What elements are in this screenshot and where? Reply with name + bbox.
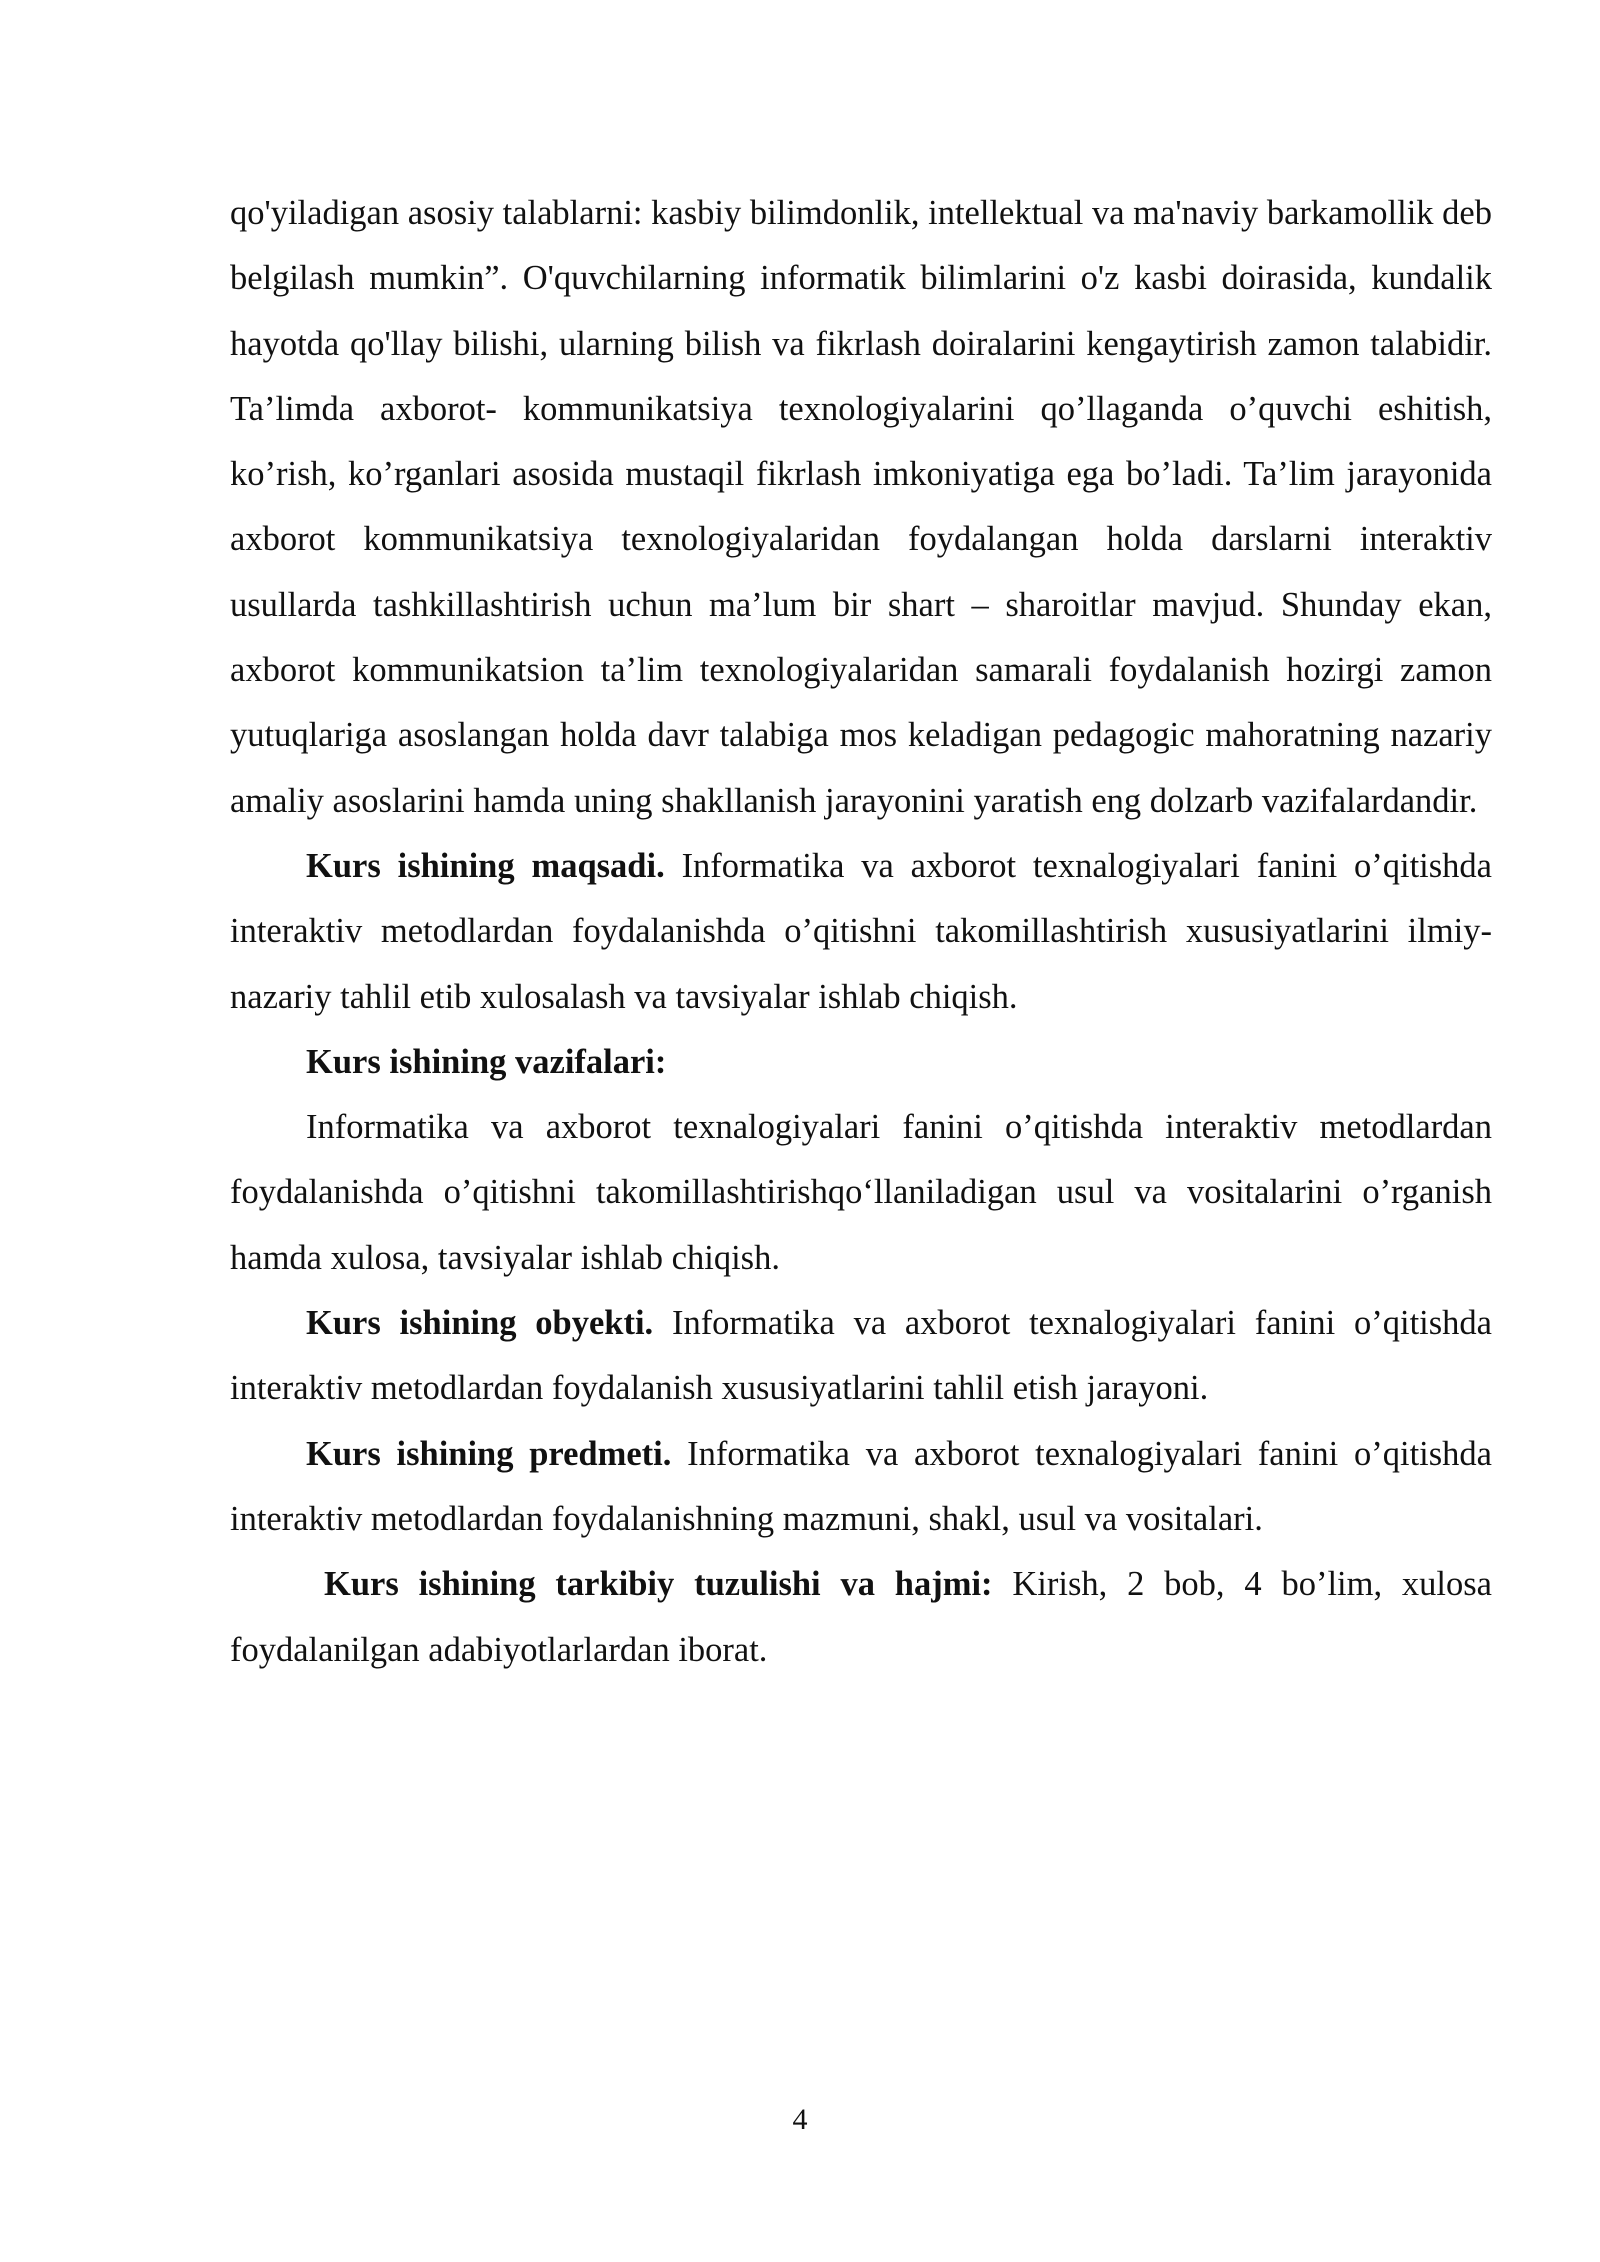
structure-text: Kirish, 2 bob, 4 bo’lim, xulosa foydalanilgan adabiyotlarlardan iborat.: [230, 1565, 1492, 1669]
goal-paragraph: [230, 834, 1492, 1030]
structure-paragraph: [230, 1552, 1492, 1683]
document-body: [230, 181, 1492, 1683]
subject-heading: Kurs ishining predmeti.: [306, 1434, 672, 1473]
intro-paragraph: qo'yiladigan asosiy talablarni: kasbiy bilimdonlik, intellektual va ma'naviy barkamollik deb belgilash mumkin”. O'quvchilarning informatik bilimlarini o'z kasbi doirasida, kundalik hayotda qo'llay bilishi, ularning bilish va fikrlash doiralarini kengaytirish zamon talabidir. Ta’limda axborot- kommunikatsiya texnologiyalarini qo’llaganda o’quvchi eshitish, ko’rish, ko’rganlari asosida mustaqil fikrlash imkoniyatiga ega bo’ladi. Ta’lim jarayonida axborot kommunikatsiya texnologiyalaridan foydalangan holda darslarni interaktiv usullarda tashkillashtirish uchun ma’lum bir shart – sharoitlar mavjud. Shunday ekan, axborot kommunikatsion ta’lim texnologiyalaridan samarali foydalanish hozirgi zamon yutuqlariga asoslangan holda davr talabiga mos keladigan pedagogic mahoratning nazariy amaliy asoslarini hamda uning shakllanish jarayonini yaratish eng dolzarb vazifalardandir.: [230, 194, 1492, 820]
object-text: Informatika va axborot texnalogiyalari fanini o’qitishda interaktiv metodlardan foydalanish xususiyatlarini tahlil etish jarayoni.: [230, 1304, 1492, 1408]
goal-text: Informatika va axborot texnalogiyalari fanini o’qitishda interaktiv metodlardan foydalanishda o’qitishni takomillashtirish xususiyatlarini ilmiy-nazariy tahlil etib xulosalash va tavsiyalar ishlab chiqish.: [230, 846, 1492, 1016]
tasks-heading-paragraph: [230, 1030, 1492, 1095]
page-number: 4: [792, 2103, 808, 2136]
subject-paragraph: [230, 1422, 1492, 1553]
object-heading: Kurs ishining obyekti.: [306, 1304, 654, 1343]
structure-heading: Kurs ishining tarkibiy tuzulishi va hajmi:: [324, 1565, 993, 1604]
tasks-paragraph: Informatika va axborot texnalogiyalari fanini o’qitishda interaktiv metodlardan foydalanishda o’qitishni takomillashtirishqo‘llaniladigan usul va vositalarini o’rganish hamda xulosa, tavsiyalar ishlab chiqish.: [230, 1108, 1492, 1277]
subject-text: Informatika va axborot texnalogiyalari fanini o’qitishda interaktiv metodlardan foydalanishning mazmuni, shakl, usul va vositalari.: [230, 1434, 1492, 1538]
object-paragraph: [230, 1291, 1492, 1422]
goal-heading: Kurs ishining maqsadi.: [306, 846, 665, 885]
tasks-heading: Kurs ishining vazifalari:: [306, 1042, 667, 1081]
